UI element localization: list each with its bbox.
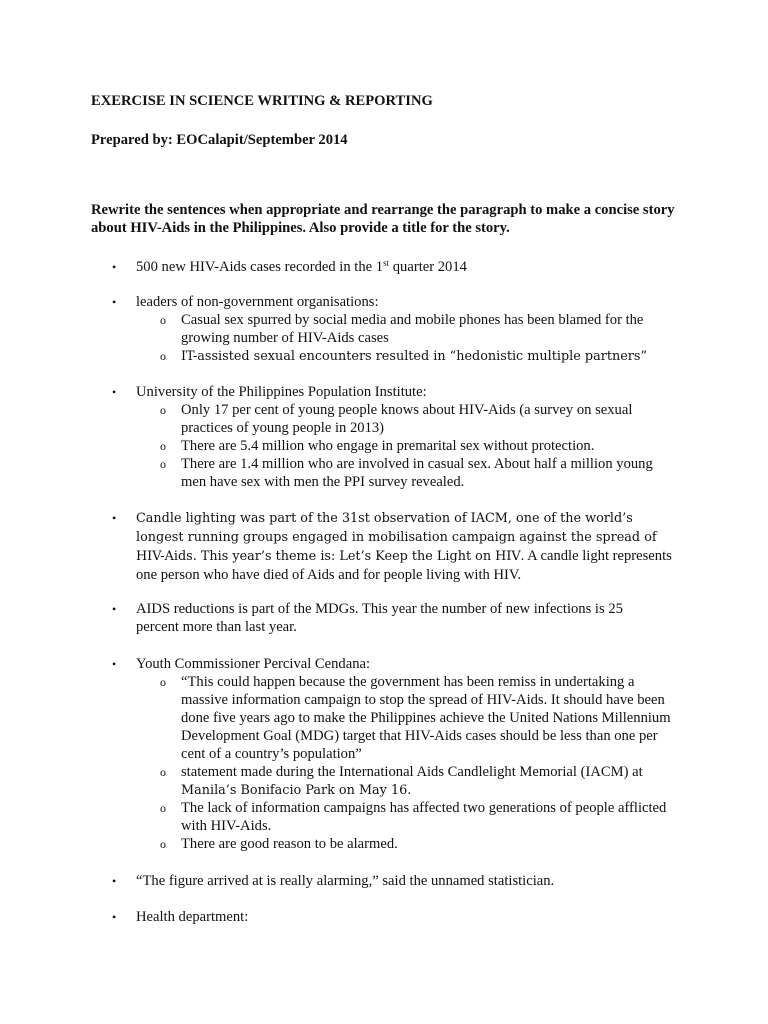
ngo-item-2 [181,347,676,366]
upi-header: University of the Philippines Population Institute: [136,384,427,400]
bullet: • [112,910,117,924]
bullet: • [112,602,117,616]
sub-bullet: o [160,801,166,815]
candle-item [136,509,681,584]
youth-item-2 [181,763,676,800]
ngo-header: leaders of non-government organisations: [136,294,379,310]
sub-bullet: o [160,675,166,689]
youth-item-4: There are good reason to be alarmed. [181,836,398,852]
upi-item-2: There are 5.4 million who engage in premarital sex without protection. [181,438,595,454]
cases-text-end: quarter 2014 [389,259,467,275]
bullet: • [112,657,117,671]
upi-item-3: There are 1.4 million who are involved in casual sex. About half a million young men have sex with men the PPI survey revealed. [181,456,653,490]
bullet: • [112,385,117,399]
cases-text: 500 new HIV-Aids cases recorded in the 1 [136,259,384,275]
cases-sup: st [383,258,390,268]
bullet: • [112,874,117,888]
ngo-item-2-text: IT-assisted sexual encounters resulted in “hedonistic multiple partners” [181,349,648,364]
youth-item-1: “This could happen because the government has been remiss in undertaking a massive information campaign to stop the spread of HIV-Aids. It should have been done five years ago to make the Philippines achieve the United Nations Millennium Development Goal (MDG) target that HIV-Aids cases should be less than one per cent of a country’s population” [181,674,671,762]
figure-quote: “The figure arrived at is really alarming,” said the unnamed statistician. [136,873,555,889]
prepared-by: Prepared by: EOCalapit/September 2014 [91,132,348,148]
sub-bullet: o [160,765,166,779]
document-title: EXERCISE IN SCIENCE WRITING & REPORTING [91,93,433,109]
youth-item-2-place: Manila’s Bonifacio Park on May 16. [181,783,412,798]
bullet: • [112,260,117,274]
instructions: Rewrite the sentences when appropriate and rearrange the paragraph to make a concise story about HIV-Aids in the Philippines. Also provide a title for the story. [91,202,675,236]
candle-text-end: . A candle light represents one person who have died of Aids and for people living with HIV. [136,548,672,583]
sub-bullet: o [160,457,166,471]
youth-item-2-text: statement made during the International Aids Candlelight Memorial (IACM) at [181,764,643,780]
sub-bullet: o [160,837,166,851]
ngo-item-1: Casual sex spurred by social media and mobile phones has been blamed for the growing number of HIV-Aids cases [181,312,644,346]
candle-text: Candle lighting was part of the 31st observation of IACM, one of the world’s longest running groups engaged in mobilisation campaign against the spread of HIV-Aids. This year’s theme is: Let’s Keep the Light on HIV [136,511,657,564]
youth-header: Youth Commissioner Percival Cendana: [136,656,371,672]
youth-item-3: The lack of information campaigns has affected two generations of people afflicted with HIV-Aids. [181,800,667,834]
bullet: • [112,511,117,525]
sub-bullet: o [160,349,166,363]
health-header: Health department: [136,909,249,925]
mdg-item: AIDS reductions is part of the MDGs. This year the number of new infections is 25 percent more than last year. [136,601,623,635]
sub-bullet: o [160,403,166,417]
sub-bullet: o [160,439,166,453]
upi-item-1: Only 17 per cent of young people knows about HIV-Aids (a survey on sexual practices of young people in 2013) [181,402,633,436]
sub-bullet: o [160,313,166,327]
cases-item [136,258,696,276]
bullet: • [112,295,117,309]
